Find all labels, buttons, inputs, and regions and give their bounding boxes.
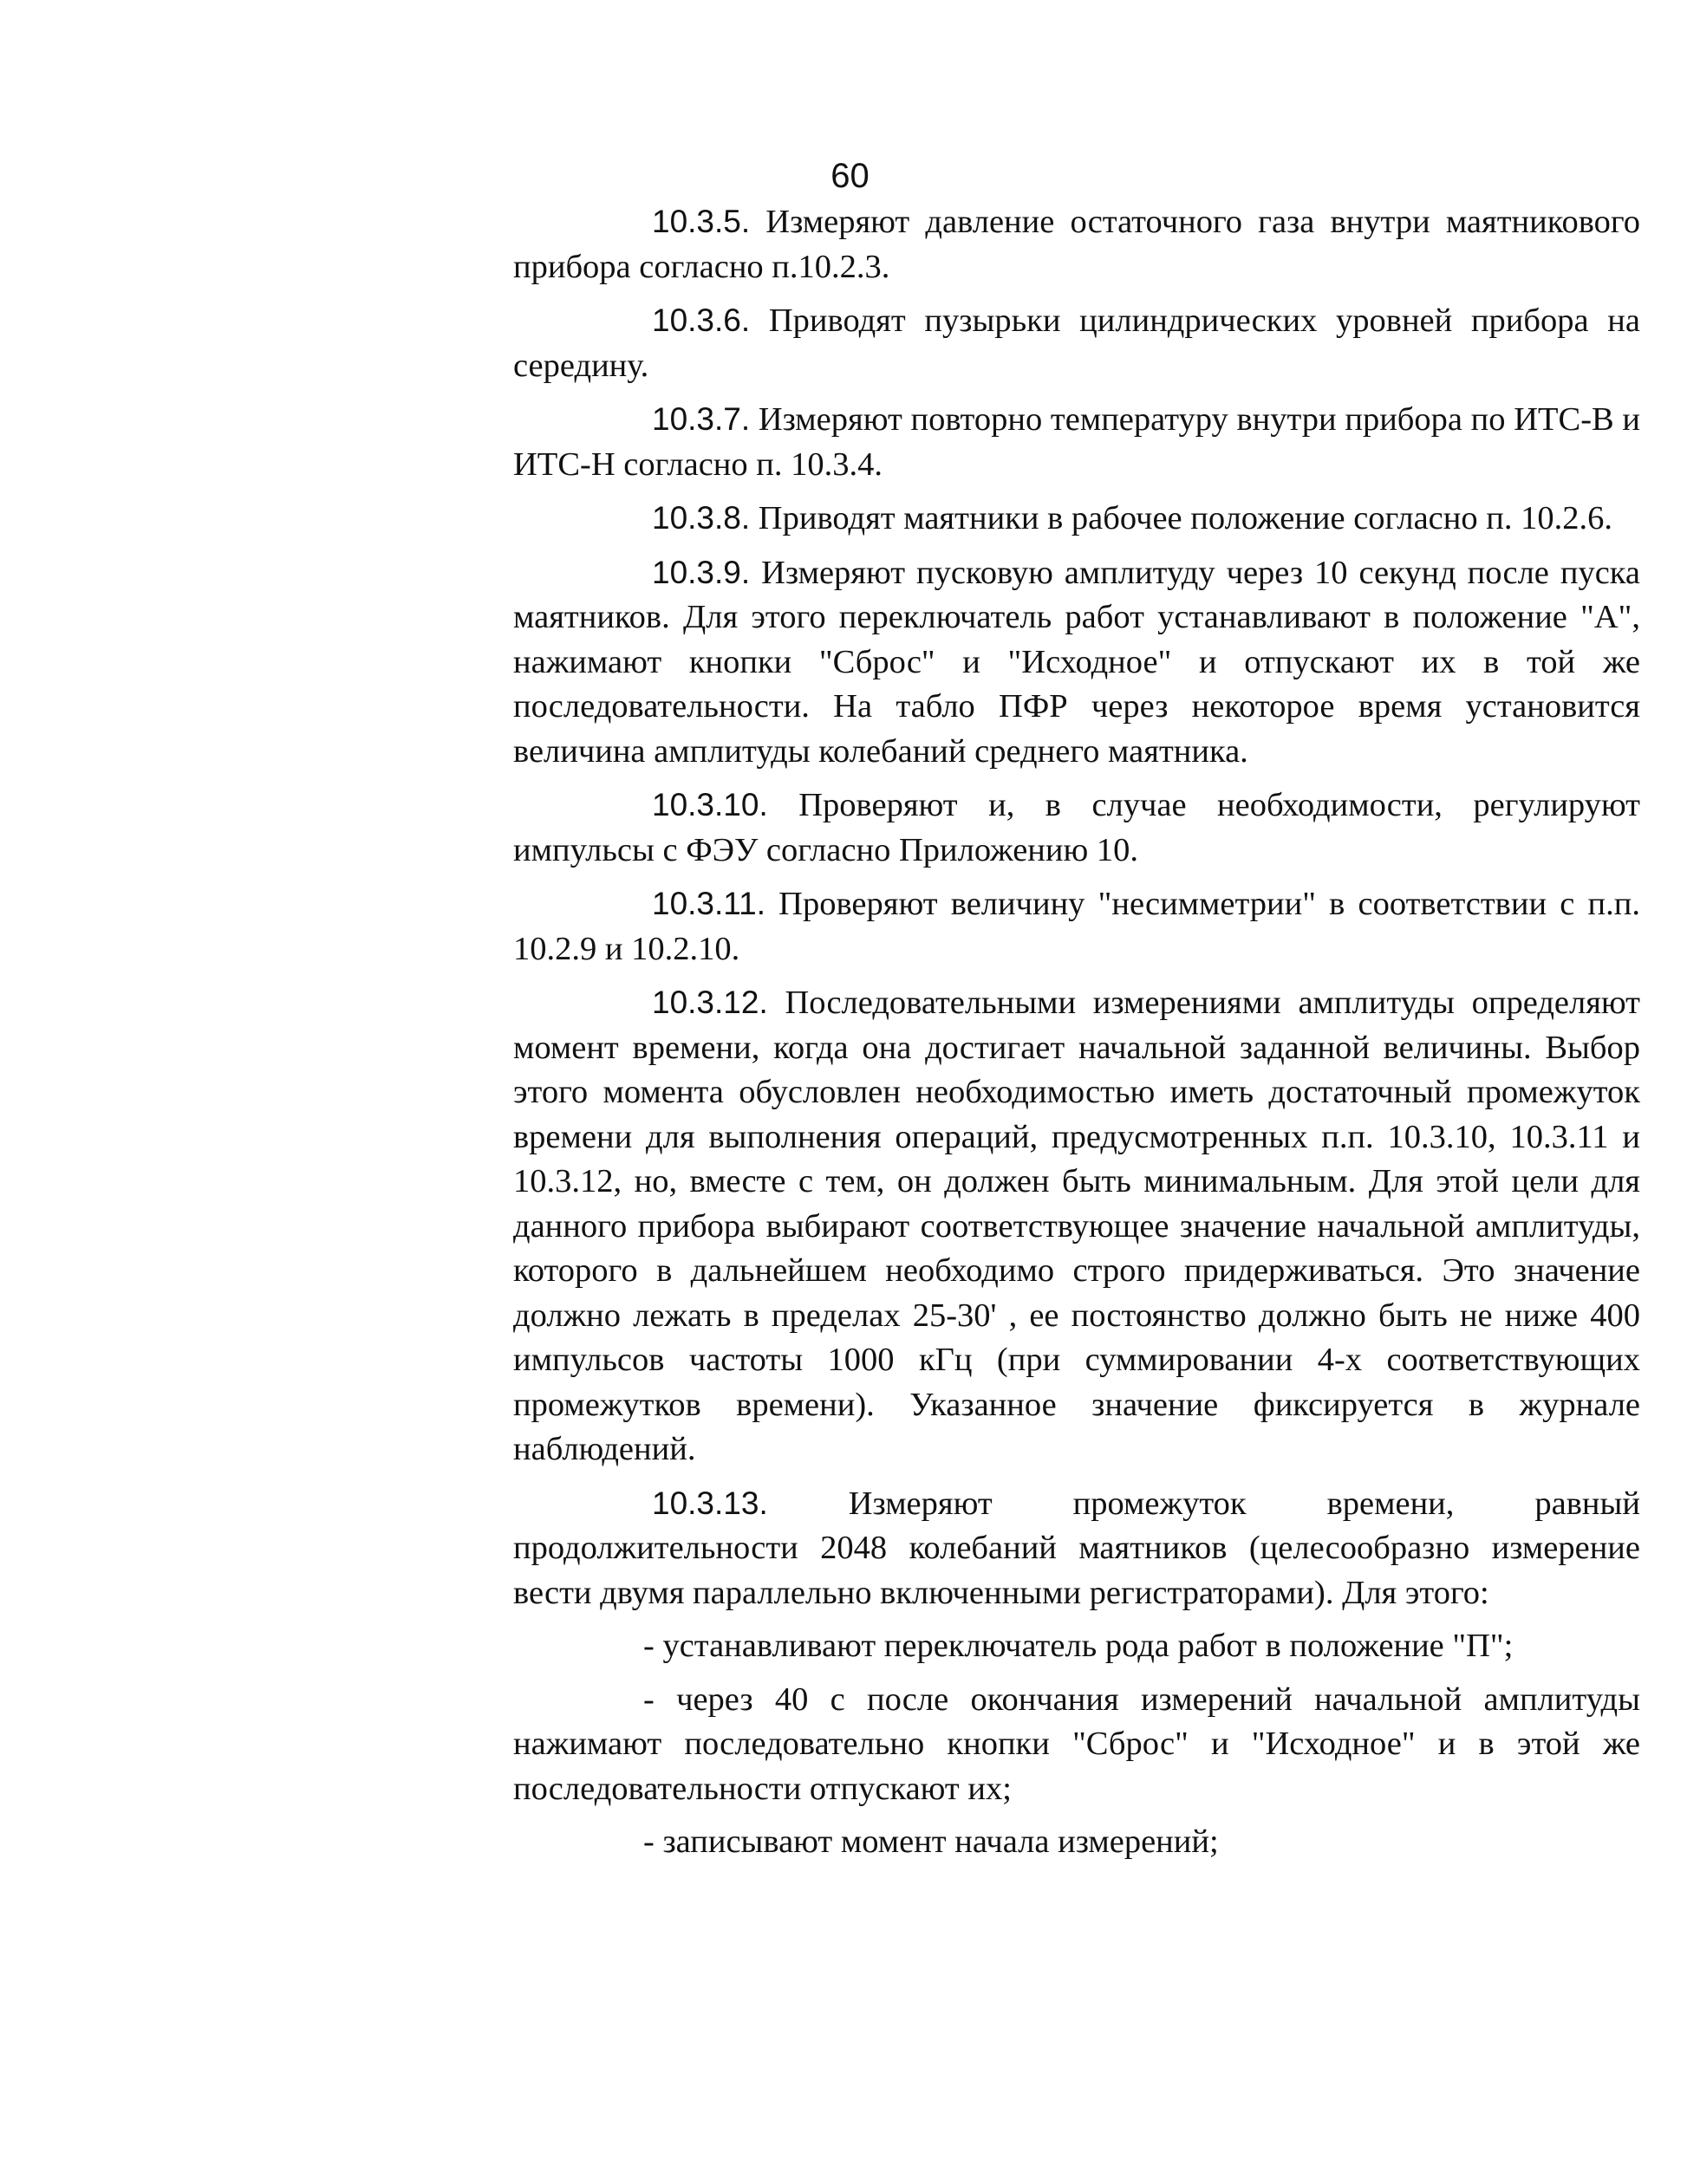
paragraph-number: 10.3.12. [652, 985, 768, 1020]
paragraph-10-3-6 [513, 298, 1640, 388]
paragraph-number: 10.3.11. [652, 886, 765, 921]
page-number: 60 [830, 157, 870, 195]
paragraph-number: 10.3.13. [652, 1485, 768, 1521]
paragraph-10-3-7 [513, 397, 1640, 487]
paragraph-number: 10.3.9. [652, 554, 751, 590]
paragraph-text: Измеряют промежуток времени, равный продолжительности 2048 колебаний маятников (целесообразно измерение вести двумя параллельно включенными регистраторами). Для этого: [513, 1485, 1640, 1611]
paragraph-number: 10.3.8. [652, 500, 751, 536]
paragraph-10-3-11 [513, 881, 1640, 972]
list-item: - записывают момент начала измерений; [643, 1823, 1219, 1860]
paragraph-number: 10.3.10. [652, 787, 768, 822]
paragraph-10-3-5 [513, 199, 1640, 289]
list-item: - устанавливают переключатель рода работ в положение "П"; [643, 1628, 1514, 1664]
paragraph-number: 10.3.5. [652, 204, 751, 239]
paragraph-text: Последовательными измерениями амплитуды определяют момент времени, когда она достигает начальной заданной величины. Выбор этого момента обусловлен необходимостью иметь достаточный промежуток времени для выполнения операций, предусмотренных п.п. 10.3.10, 10.3.11 и 10.3.12, но, вместе с тем, он должен быть минимальным. Для этой цели для данного прибора выбирают соответствующее значение начальной амплитуды, которого в дальнейшем необходимо строго придерживаться. Это значение должно лежать в пределах 25-30' , ее постоянство должно быть не ниже 400 импульсов частоты 1000 кГц (при суммировании 4-х соответствующих промежутков времени). Указанное значение фиксируется в журнале наблюдений. [513, 985, 1640, 1467]
paragraph-text: Приводят маятники в рабочее положение согласно п. 10.2.6. [750, 500, 1612, 536]
document-body [513, 199, 1640, 1874]
paragraph-10-3-10 [513, 783, 1640, 873]
paragraph-text: Измеряют давление остаточного газа внутри маятникового прибора согласно п.10.2.3. [513, 204, 1640, 285]
paragraph-text: Измеряют повторно температуру внутри прибора по ИТС-В и ИТС-Н согласно п. 10.3.4. [513, 401, 1640, 483]
paragraph-text: Приводят пузырьки цилиндрических уровней прибора на середину. [513, 302, 1640, 384]
paragraph-text: Проверяют величину "несимметрии" в соответствии с п.п. 10.2.9 и 10.2.10. [513, 886, 1640, 967]
paragraph-number: 10.3.6. [652, 302, 751, 338]
paragraph-10-3-8 [513, 496, 1640, 542]
paragraph-text: Измеряют пусковую амплитуду через 10 секунд после пуска маятников. Для этого переключатель работ устанавливают в положение "А", нажимают кнопки "Сброс" и "Исходное" и отпускают их в той же последовательности. На табло ПФР через некоторое время установится величина амплитуды колебаний среднего маятника. [513, 554, 1640, 770]
paragraph-number: 10.3.7. [652, 401, 751, 437]
list-item: - через 40 с после окончания измерений начальной амплитуды нажимают последовательно кнопки "Сброс" и "Исходное" и в этой же последовательности отпускают их; [513, 1680, 1640, 1807]
paragraph-10-3-9 [513, 550, 1640, 775]
paragraph-10-3-12 [513, 980, 1640, 1472]
paragraph-10-3-13 [513, 1481, 1640, 1616]
paragraph-text: Проверяют и, в случае необходимости, регулируют импульсы с ФЭУ согласно Приложению 10. [513, 787, 1640, 868]
